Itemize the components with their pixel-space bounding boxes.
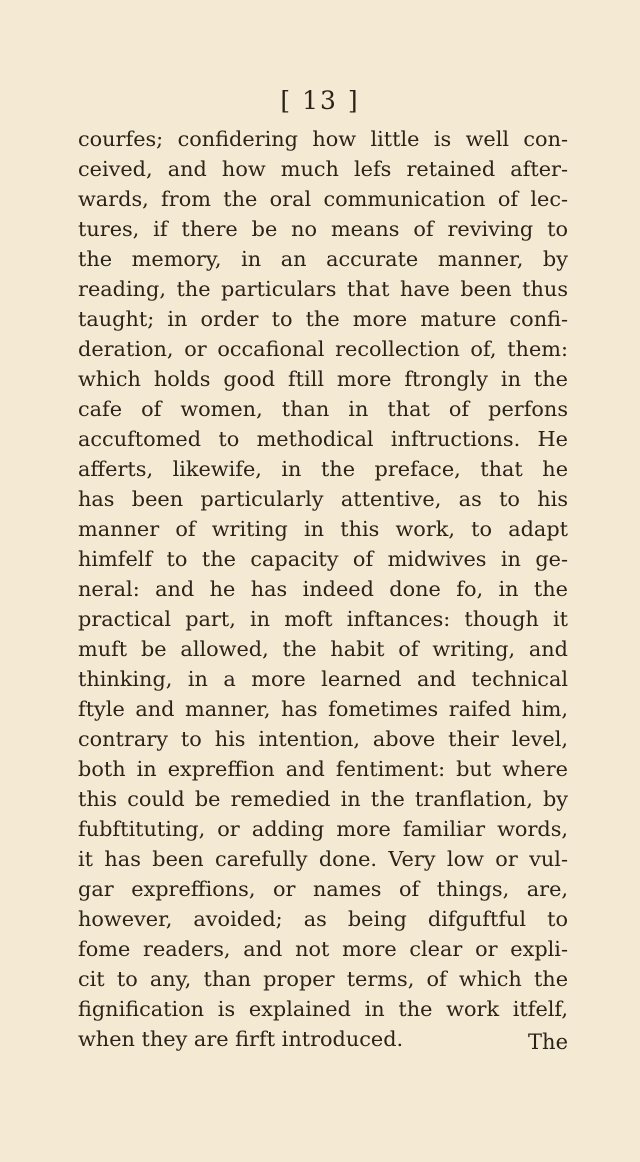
catchword: The	[528, 1030, 568, 1054]
text-line: ceived, and how much lefs retained after-	[78, 157, 568, 181]
text-line: practical part, in moft inftances: though it	[78, 607, 568, 631]
text-line: courfes; confidering how little is well con-	[78, 127, 568, 151]
text-line: gar expreffions, or names of things, are,	[78, 877, 568, 901]
text-line: deration, or occafional recollection of, them:	[78, 337, 568, 361]
text-line: it has been carefully done. Very low or vul-	[78, 847, 568, 871]
text-line: this could be remedied in the tranflation, by	[78, 787, 568, 811]
text-line: which holds good ftill more ftrongly in the	[78, 367, 568, 391]
text-line: has been particularly attentive, as to his	[78, 487, 568, 511]
text-line: taught; in order to the more mature confi-	[78, 307, 568, 331]
text-line: tures, if there be no means of reviving to	[78, 217, 568, 241]
text-line: thinking, in a more learned and technical	[78, 667, 568, 691]
text-line: cit to any, than proper terms, of which the	[78, 967, 568, 991]
text-line: neral: and he has indeed done fo, in the	[78, 577, 568, 601]
body-text	[78, 124, 568, 1054]
text-line: fubftituting, or adding more familiar words,	[78, 817, 568, 841]
text-line: fome readers, and not more clear or expli-	[78, 937, 568, 961]
text-line: reading, the particulars that have been thus	[78, 277, 568, 301]
text-line: accuftomed to methodical inftructions. He	[78, 427, 568, 451]
text-line: both in expreffion and fentiment: but where	[78, 757, 568, 781]
text-line: when they are firft introduced.	[78, 1027, 404, 1051]
text-line: the memory, in an accurate manner, by	[78, 247, 568, 271]
text-line: manner of writing in this work, to adapt	[78, 517, 568, 541]
text-line: cafe of women, than in that of perfons	[78, 397, 568, 421]
page-number-header: [ 13 ]	[280, 86, 360, 115]
text-line: afferts, likewife, in the preface, that he	[78, 457, 568, 481]
text-line: however, avoided; as being difguftful to	[78, 907, 568, 931]
text-line: himfelf to the capacity of midwives in ge-	[78, 547, 568, 571]
text-line: ftyle and manner, has fometimes raifed him,	[78, 697, 568, 721]
text-line: fignification is explained in the work itfelf,	[78, 997, 568, 1021]
text-line: wards, from the oral communication of lec-	[78, 187, 568, 211]
text-line: contrary to his intention, above their level,	[78, 727, 568, 751]
text-line: muft be allowed, the habit of writing, and	[78, 637, 568, 661]
